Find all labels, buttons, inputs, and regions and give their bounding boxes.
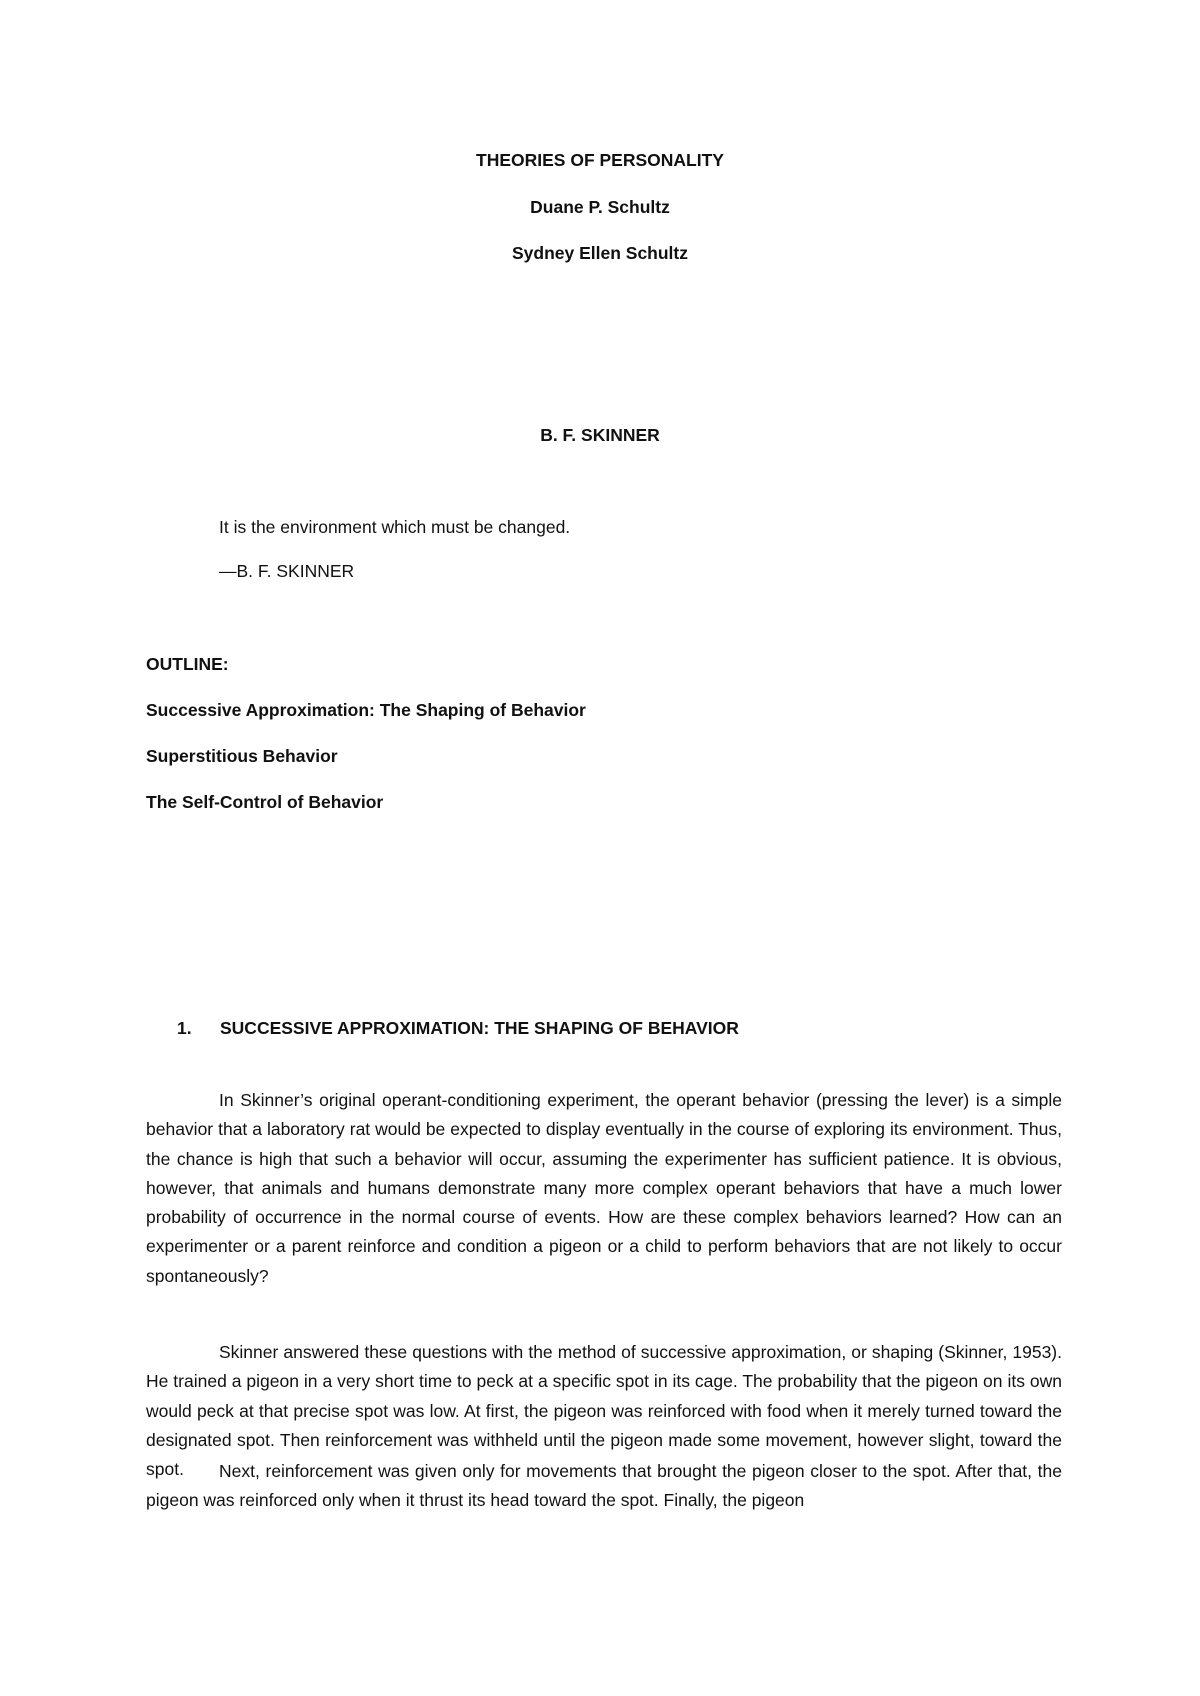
outline-item: Successive Approximation: The Shaping of Behavior — [146, 700, 586, 720]
section-title: SUCCESSIVE APPROXIMATION: THE SHAPING OF BEHAVIOR — [220, 1018, 739, 1038]
author-name-1: Duane P. Schultz — [530, 197, 670, 217]
author-name-2: Sydney Ellen Schultz — [511, 243, 689, 263]
outline-item: The Self-Control of Behavior — [146, 792, 384, 812]
section-number: 1. — [177, 1018, 192, 1038]
outline-heading: OUTLINE: — [146, 654, 229, 674]
outline-item: Superstitious Behavior — [146, 746, 338, 766]
epigraph-attribution: —B. F. SKINNER — [219, 561, 355, 581]
epigraph-quote: It is the environment which must be changed. — [219, 517, 571, 537]
chapter-title: B. F. SKINNER — [540, 425, 660, 445]
body-paragraph: In Skinner’s original operant-conditioning experiment, the operant behavior (pressing the lever) is a simple behavior that a laboratory rat would be expected to display eventually in the course of exploring its environment. Thus, the chance is high that such a behavior will occur, assuming the experimenter has sufficient patience. It is obvious, however, that animals and humans demonstrate many more complex operant behaviors that have a much lower probability of occurrence in the normal course of events. How are these complex behaviors learned? How can an experimenter or a parent reinforce and condition a pigeon or a child to perform behaviors that are not likely to occur spontaneously? — [146, 1090, 1062, 1286]
book-title: THEORIES OF PERSONALITY — [476, 150, 724, 170]
body-paragraph: Skinner answered these questions with the method of successive approximation, or shaping (Skinner, 1953). He trained a pigeon in a very short time to peck at a specific spot in its cage. The probability that the pigeon on its own would peck at that precise spot was low. At first, the pigeon was reinforced with food when it merely turned toward the designated spot. Then reinforcement was withheld until the pigeon made some movement, however slight, toward the spot. — [146, 1342, 1062, 1480]
section-heading — [177, 1018, 739, 1039]
body-paragraph: Next, reinforcement was given only for movements that brought the pigeon closer to the spot. After that, the pigeon was reinforced only when it thrust its head toward the spot. Finally, the pigeon — [146, 1461, 1062, 1511]
